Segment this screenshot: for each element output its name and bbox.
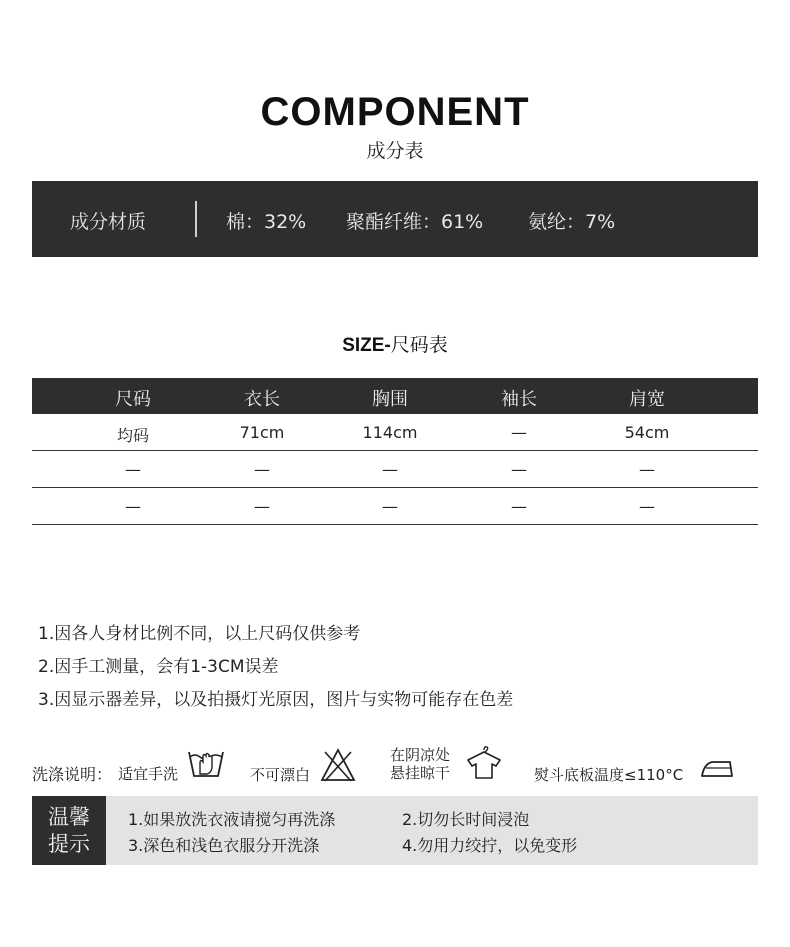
composition-cotton: 棉：32% — [226, 211, 307, 233]
table-cell: — — [254, 497, 270, 516]
note-item: 2.因手工测量，会有1-3CM误差 — [38, 657, 279, 677]
composition-label: 成分材质 — [70, 211, 147, 233]
tip-item: 1.如果放洗衣液请搅匀再洗涤 — [128, 810, 336, 829]
composition-divider — [195, 201, 197, 237]
note-item: 3.因显示器差异，以及拍摄灯光原因，图片与实物可能存在色差 — [38, 690, 514, 710]
table-cell: — — [511, 497, 527, 516]
header-cell-shoulder: 肩宽 — [629, 389, 665, 410]
table-cell: — — [639, 460, 655, 479]
hand-wash-label: 适宜手洗 — [118, 765, 179, 783]
tips-label — [32, 796, 106, 865]
table-cell: — — [254, 460, 270, 479]
table-cell: — — [382, 497, 398, 516]
no-bleach-label: 不可漂白 — [250, 766, 311, 784]
tip-item: 3.深色和浅色衣服分开洗涤 — [128, 836, 320, 855]
care-instructions — [32, 744, 772, 789]
composition-spandex: 氨纶：7% — [528, 211, 616, 233]
table-cell: — — [382, 460, 398, 479]
table-cell: — — [125, 497, 141, 516]
table-cell: — — [639, 497, 655, 516]
header-cell-size: 尺码 — [115, 389, 151, 410]
table-cell: 114cm — [362, 423, 418, 442]
composition-polyester: 聚酯纤维：61% — [346, 211, 484, 233]
size-title-en: SIZE- — [342, 335, 391, 356]
warm-tips — [32, 796, 758, 865]
hang-dry-label-line2: 悬挂晾干 — [390, 764, 451, 782]
table-row — [32, 451, 758, 488]
note-item: 1.因各人身材比例不同，以上尺码仅供参考 — [38, 624, 361, 644]
table-cell: 71cm — [239, 423, 285, 442]
iron-label: 熨斗底板温度≤110°C — [534, 766, 684, 784]
tips-label-line1: 温馨 — [48, 805, 90, 829]
size-title-cn: 尺码表 — [390, 334, 448, 356]
tip-item: 2.切勿长时间浸泡 — [402, 810, 530, 829]
tips-label-line2: 提示 — [48, 832, 90, 856]
table-cell: — — [125, 460, 141, 479]
page-title: COMPONENT — [260, 90, 530, 134]
table-cell: — — [511, 423, 527, 442]
hang-dry-icon — [464, 744, 504, 782]
size-table-title — [0, 330, 790, 357]
size-table-header — [32, 378, 758, 414]
table-cell: 均码 — [116, 426, 149, 445]
page-subtitle: 成分表 — [366, 140, 424, 162]
header-cell-length: 衣长 — [244, 389, 280, 410]
table-cell: 54cm — [624, 423, 670, 442]
table-cell: — — [511, 460, 527, 479]
no-bleach-icon — [320, 747, 356, 783]
hand-wash-icon — [187, 746, 225, 782]
table-row — [32, 414, 758, 451]
header-cell-chest: 胸围 — [372, 389, 408, 410]
tip-item: 4.勿用力绞拧，以免变形 — [402, 836, 578, 855]
iron-icon — [700, 756, 734, 780]
composition-bar — [32, 181, 758, 257]
care-heading: 洗涤说明： — [32, 765, 113, 784]
size-notes — [38, 618, 513, 717]
header-cell-sleeve: 袖长 — [501, 389, 537, 410]
size-table — [32, 378, 758, 525]
hang-dry-label-line1: 在阴凉处 — [390, 746, 451, 764]
table-row — [32, 488, 758, 525]
